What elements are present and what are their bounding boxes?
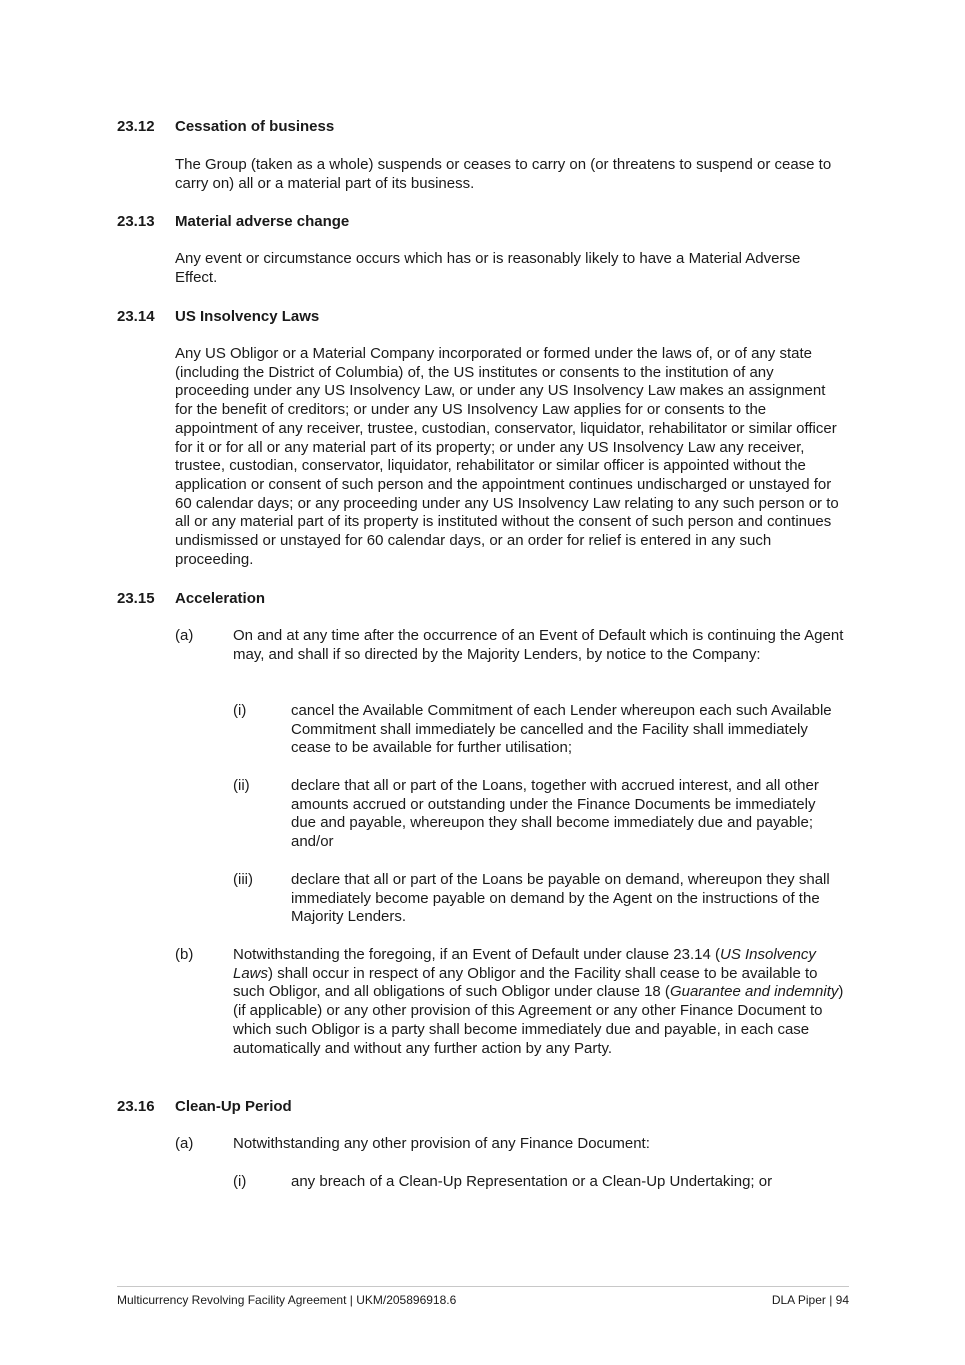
clause-23-15-a-ii-text: declare that all or part of the Loans, together with accrued interest, and all other amounts accrued or outstanding under the Finance Documents be immediately due and payable, whereupon they shall become immediately due and payable; and/or bbox=[291, 777, 819, 851]
section-title: Clean-Up Period bbox=[175, 1098, 292, 1115]
section-title: Acceleration bbox=[175, 590, 266, 607]
section-title: Material adverse change bbox=[175, 213, 350, 230]
clause-23-15-b-text bbox=[233, 946, 845, 1058]
clause-23-15-a-text: On and at any time after the occurrence of an Event of Default which is continuing the Agent may, and shall if so directed by the Majority Lenders, by notice to the Company: bbox=[233, 627, 844, 663]
clause-text-part: ) (if applicable) or any other provision of this Agreement or any other Finance Document to which such Obligor is a party shall become immediately due and payable, in each case automatically and without any further action by any Party. bbox=[233, 983, 844, 1057]
clause-label-i: (i) bbox=[233, 702, 247, 719]
clause-reference-italic: Guarantee and indemnity bbox=[669, 983, 839, 1001]
clause-23-16-a-text: Notwithstanding any other provision of any Finance Document: bbox=[233, 1135, 650, 1152]
clause-label-a: (a) bbox=[175, 1135, 194, 1152]
clause-reference-italic: US Insolvency Laws bbox=[233, 946, 816, 982]
footer-page-number: DLA Piper | 94 bbox=[771, 1293, 849, 1307]
clause-label-ii: (ii) bbox=[233, 777, 250, 794]
clause-23-15-a-iii-text: declare that all or part of the Loans be payable on demand, whereupon they shall immediately become payable on demand by the Agent on the instructions of the Majority Lenders. bbox=[291, 871, 830, 926]
clause-label-i: (i) bbox=[233, 1173, 247, 1190]
clause-text-part: ) shall occur in respect of any Obligor and the Facility shall cease to be available to such Obligor, and all obligations of such Obligor under clause 18 ( bbox=[233, 964, 818, 1001]
clause-23-15-a-i-text: cancel the Available Commitment of each Lender whereupon each such Available Commitment shall immediately be cancelled and the Facility shall immediately cease to be available for further utilisation; bbox=[291, 702, 832, 757]
section-23-13-text: Any event or circumstance occurs which has or is reasonably likely to have a Material Adverse Effect. bbox=[175, 250, 801, 286]
clause-23-16-a-i-text: any breach of a Clean-Up Representation or a Clean-Up Undertaking; or bbox=[291, 1173, 773, 1190]
section-number: 23.12 bbox=[117, 118, 155, 135]
section-title: US Insolvency Laws bbox=[175, 308, 320, 325]
clause-label-a: (a) bbox=[175, 627, 194, 644]
section-number: 23.15 bbox=[117, 590, 155, 607]
section-number: 23.14 bbox=[117, 308, 155, 325]
section-number: 23.16 bbox=[117, 1098, 155, 1115]
section-number: 23.13 bbox=[117, 213, 155, 230]
section-23-12-text: The Group (taken as a whole) suspends or ceases to carry on (or threatens to suspend or cease to carry on) all or a material part of its business. bbox=[175, 156, 832, 192]
clause-text-part: Notwithstanding the foregoing, if an Event of Default under clause 23.14 ( bbox=[233, 946, 720, 963]
clause-label-iii: (iii) bbox=[233, 871, 253, 888]
footer-document-reference: Multicurrency Revolving Facility Agreement | UKM/205896918.6 bbox=[117, 1293, 457, 1307]
clause-label-b: (b) bbox=[175, 946, 194, 963]
section-title: Cessation of business bbox=[175, 118, 335, 135]
section-23-14-text: Any US Obligor or a Material Company incorporated or formed under the laws of, or of any state (including the District of Columbia) of, the US institutes or consents to the institution of any proceeding under any US Insolvency Law, or under any US Insolvency Law makes an assignment for the benefit of creditors; or under any US Insolvency Law applies for or consents to the appointment of any receiver, trustee, custodian, conservator, liquidator, rehabilitator or similar officer for it or for all or any material part of its property; or under any US Insolvency Law any receiver, trustee, custodian, conservator, liquidator, rehabilitator or similar officer is appointed without the application or consent of such person and the appointment continues undischarged or unstayed for 60 calendar days; or any proceeding under any US Insolvency Law relating to any such person or to all or any material part of its property is instituted without the consent of such person and continues undismissed or unstayed for 60 calendar days, or an order for relief is entered in any such proceeding. bbox=[175, 345, 839, 568]
footer-divider bbox=[117, 1286, 849, 1287]
